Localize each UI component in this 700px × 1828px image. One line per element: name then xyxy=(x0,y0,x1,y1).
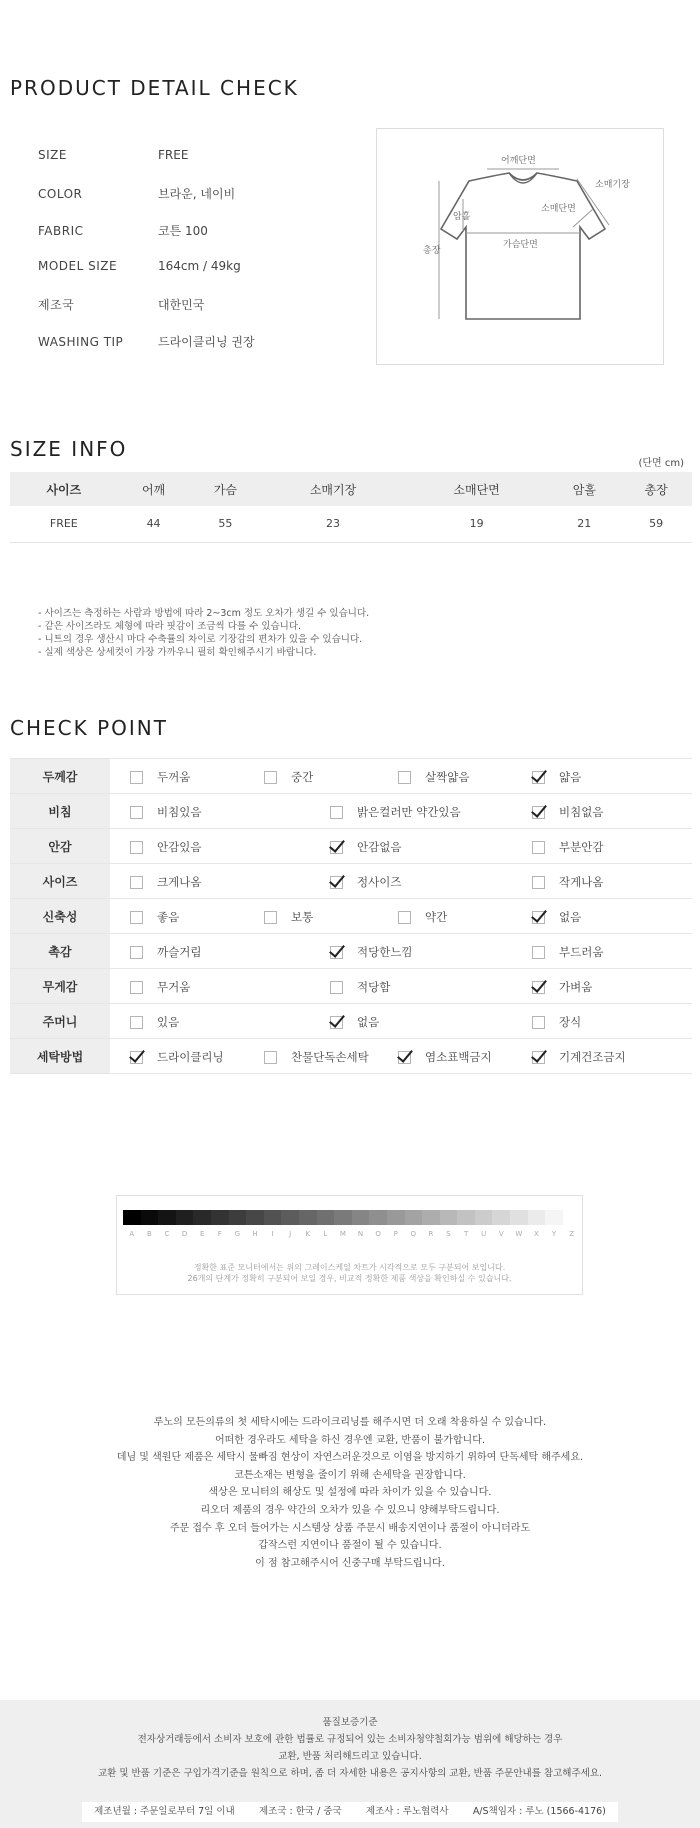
checkbox-label: 작게나옴 xyxy=(559,875,604,889)
checkbox-label: 보통 xyxy=(291,910,314,924)
size-note: - 같은 사이즈라도 체형에 따라 핏감이 조금씩 다를 수 있습니다. xyxy=(38,621,302,632)
detail-value: 코튼 100 xyxy=(158,224,208,238)
checkbox-icon[interactable] xyxy=(130,841,143,854)
checkbox-option[interactable] xyxy=(532,874,603,890)
checkbox-checked-icon[interactable] xyxy=(532,911,545,924)
grayscale-swatch xyxy=(176,1210,194,1225)
grayscale-swatch xyxy=(158,1210,176,1225)
checkbox-option[interactable] xyxy=(264,909,313,925)
checkbox-icon[interactable] xyxy=(532,841,545,854)
grayscale-letter: T xyxy=(463,1230,469,1238)
diagram-label-shoulder: 어깨단면 xyxy=(501,156,536,166)
care-line: 갑작스런 지연이나 품절이 될 수 있습니다. xyxy=(258,1540,442,1552)
checkbox-option[interactable] xyxy=(398,909,447,925)
diagram-label-sleeve-length: 소매기장 xyxy=(595,180,630,190)
checkbox-checked-icon[interactable] xyxy=(398,1051,411,1064)
check-point-options xyxy=(110,969,692,1004)
grayscale-swatch xyxy=(352,1210,370,1225)
checkbox-checked-icon[interactable] xyxy=(532,771,545,784)
checkbox-icon[interactable] xyxy=(264,1051,277,1064)
size-cell: 55 xyxy=(189,506,261,542)
size-header-cell: 총장 xyxy=(620,472,692,506)
grayscale-swatch xyxy=(246,1210,264,1225)
diagram-label-length: 총장 xyxy=(423,246,441,256)
checkbox-option[interactable] xyxy=(330,944,413,960)
check-point-options xyxy=(110,759,692,794)
checkbox-option[interactable] xyxy=(130,979,190,995)
grayscale-swatch xyxy=(387,1210,405,1225)
checkbox-checked-icon[interactable] xyxy=(532,1051,545,1064)
checkbox-option[interactable] xyxy=(330,979,390,995)
checkbox-option[interactable] xyxy=(130,804,201,820)
grayscale-swatch xyxy=(510,1210,528,1225)
checkbox-checked-icon[interactable] xyxy=(330,946,343,959)
grayscale-swatch xyxy=(141,1210,159,1225)
footer-info: A/S책임자 : 루노 (1566-4176) xyxy=(472,1806,606,1817)
table-row xyxy=(10,969,692,1004)
checkbox-option[interactable] xyxy=(130,1014,179,1030)
check-point-options xyxy=(110,1039,692,1074)
checkbox-label: 찬물단독손세탁 xyxy=(291,1050,369,1064)
checkbox-option[interactable] xyxy=(264,769,313,785)
detail-key: COLOR xyxy=(38,187,83,201)
checkbox-label: 얇음 xyxy=(559,770,582,784)
size-notes xyxy=(38,607,369,659)
grayscale-letter: S xyxy=(446,1230,451,1238)
size-cell: 23 xyxy=(261,506,405,542)
table-row xyxy=(10,759,692,794)
grayscale-letter: W xyxy=(515,1230,523,1238)
check-point-options xyxy=(110,1004,692,1039)
detail-key: FABRIC xyxy=(38,224,84,238)
grayscale-swatch xyxy=(334,1210,352,1225)
checkbox-label: 밝은컬러만 약간있음 xyxy=(357,805,461,819)
checkbox-label: 부분안감 xyxy=(559,840,604,854)
grayscale-letter: O xyxy=(375,1230,381,1238)
checkbox-option[interactable] xyxy=(130,944,201,960)
checkbox-icon[interactable] xyxy=(532,1016,545,1029)
checkbox-option[interactable] xyxy=(130,769,190,785)
checkbox-label: 적당함 xyxy=(357,980,391,994)
checkbox-label: 비침있음 xyxy=(157,805,202,819)
grayscale-swatch xyxy=(229,1210,247,1225)
detail-value: 대한민국 xyxy=(158,298,205,312)
checkbox-icon[interactable] xyxy=(130,1016,143,1029)
checkbox-label: 살짝얇음 xyxy=(425,770,470,784)
table-row xyxy=(10,899,692,934)
checkbox-option[interactable] xyxy=(532,769,581,785)
check-point-options xyxy=(110,794,692,829)
grayscale-swatch xyxy=(422,1210,440,1225)
checkbox-icon[interactable] xyxy=(398,771,411,784)
check-point-label: 사이즈 xyxy=(10,864,110,899)
grayscale-swatch xyxy=(281,1210,299,1225)
grayscale-text xyxy=(117,1262,582,1284)
checkbox-option[interactable] xyxy=(130,839,201,855)
checkbox-label: 안감있음 xyxy=(157,840,202,854)
checkbox-icon[interactable] xyxy=(130,806,143,819)
checkbox-label: 장식 xyxy=(559,1015,582,1029)
checkbox-label: 정사이즈 xyxy=(357,875,402,889)
checkbox-label: 두꺼움 xyxy=(157,770,191,784)
size-header-cell: 소매기장 xyxy=(261,472,405,506)
detail-value: 164cm / 49kg xyxy=(158,259,241,273)
grayscale-letter: D xyxy=(181,1230,188,1238)
detail-key: 제조국 xyxy=(38,298,75,312)
checkbox-icon[interactable] xyxy=(330,981,343,994)
check-point-options xyxy=(110,864,692,899)
grayscale-letter: Q xyxy=(410,1230,417,1238)
grayscale-swatch xyxy=(475,1210,493,1225)
checkbox-icon[interactable] xyxy=(130,876,143,889)
checkbox-label: 적당한느낌 xyxy=(357,945,413,959)
checkbox-icon[interactable] xyxy=(264,771,277,784)
detail-value: 드라이클리닝 권장 xyxy=(158,335,255,349)
size-info-title: SIZE INFO xyxy=(10,437,128,461)
footer xyxy=(0,1700,700,1828)
checkbox-icon[interactable] xyxy=(130,946,143,959)
size-header-cell: 어깨 xyxy=(118,472,190,506)
checkbox-label: 까슬거림 xyxy=(157,945,202,959)
care-line: 리오더 제품의 경우 약간의 오차가 있을 수 있으니 양해부탁드립니다. xyxy=(200,1504,500,1516)
care-line: 어떠한 경우라도 세탁을 하신 경우엔 교환, 반품이 불가합니다. xyxy=(214,1434,486,1446)
checkbox-icon[interactable] xyxy=(398,911,411,924)
checkbox-option[interactable] xyxy=(532,1049,626,1065)
checkbox-option[interactable] xyxy=(130,909,179,925)
checkbox-icon[interactable] xyxy=(264,911,277,924)
table-row xyxy=(10,1039,692,1074)
check-point-options xyxy=(110,899,692,934)
size-table-header xyxy=(10,472,692,506)
grayscale-swatch xyxy=(457,1210,475,1225)
detail-value: FREE xyxy=(158,148,189,162)
grayscale-letter: U xyxy=(481,1230,487,1238)
checkbox-icon[interactable] xyxy=(330,806,343,819)
footer-line: 전자상거래등에서 소비자 보호에 관한 법률로 규정되어 있는 소비자청약철회가능 범위에 해당하는 경우 xyxy=(137,1734,563,1745)
check-point-label: 촉감 xyxy=(10,934,110,969)
grayscale-letter: R xyxy=(428,1230,434,1238)
check-point-options xyxy=(110,829,692,864)
size-header-cell: 소매단면 xyxy=(405,472,549,506)
grayscale-letter: V xyxy=(498,1230,504,1238)
grayscale-swatch xyxy=(545,1210,563,1225)
grayscale-letter: Z xyxy=(569,1230,575,1238)
size-cell: 21 xyxy=(548,506,620,542)
checkbox-label: 있음 xyxy=(157,1015,180,1029)
checkbox-label: 좋음 xyxy=(157,910,180,924)
footer-info: 제조국 : 한국 / 중국 xyxy=(258,1806,342,1817)
detail-row-fabric xyxy=(38,222,208,239)
size-table xyxy=(10,472,692,543)
checkbox-checked-icon[interactable] xyxy=(130,1051,143,1064)
grayscale-letters xyxy=(123,1230,580,1238)
grayscale-swatch xyxy=(528,1210,546,1225)
size-cell: 44 xyxy=(118,506,190,542)
grayscale-letter: C xyxy=(164,1230,170,1238)
checkbox-option[interactable] xyxy=(532,944,603,960)
size-cell: 59 xyxy=(620,506,692,542)
checkbox-icon[interactable] xyxy=(532,876,545,889)
checkbox-label: 기계건조금지 xyxy=(559,1050,626,1064)
checkbox-label: 가벼움 xyxy=(559,980,593,994)
grayscale-swatch xyxy=(123,1210,141,1225)
grayscale-letter: L xyxy=(323,1230,328,1238)
size-unit: (단면 cm) xyxy=(638,458,684,469)
grayscale-letter: N xyxy=(357,1230,364,1238)
checkbox-checked-icon[interactable] xyxy=(330,1016,343,1029)
footer-line: 품질보증기준 xyxy=(322,1717,378,1728)
checkbox-option[interactable] xyxy=(330,874,401,890)
size-note: - 실제 색상은 상세컷이 가장 가까우니 필히 확인해주시기 바랍니다. xyxy=(38,647,317,658)
detail-row-color xyxy=(38,185,235,202)
grayscale-swatch xyxy=(299,1210,317,1225)
detail-key: SIZE xyxy=(38,148,67,162)
check-point-label: 신축성 xyxy=(10,899,110,934)
grayscale-letter: P xyxy=(393,1230,398,1238)
grayscale-letter: X xyxy=(534,1230,539,1238)
table-row xyxy=(10,829,692,864)
checkbox-icon[interactable] xyxy=(532,946,545,959)
table-row xyxy=(10,864,692,899)
care-line: 색상은 모니터의 해상도 및 설정에 따라 차이가 있을 수 있습니다. xyxy=(208,1487,492,1499)
checkbox-label: 중간 xyxy=(291,770,314,784)
table-row xyxy=(10,1004,692,1039)
checkbox-checked-icon[interactable] xyxy=(532,806,545,819)
check-point-label: 두께감 xyxy=(10,759,110,794)
grayscale-swatch xyxy=(193,1210,211,1225)
detail-key: MODEL SIZE xyxy=(38,259,118,273)
checkbox-label: 비침없음 xyxy=(559,805,604,819)
checkbox-option[interactable] xyxy=(398,769,469,785)
size-note: - 니트의 경우 생산시 마다 수축률의 차이로 기장감의 편차가 있을 수 있습니다. xyxy=(38,634,363,645)
checkbox-icon[interactable] xyxy=(130,911,143,924)
grayscale-letter: K xyxy=(305,1230,311,1238)
checkbox-option[interactable] xyxy=(532,804,603,820)
checkbox-label: 무거움 xyxy=(157,980,191,994)
size-header-cell: 가슴 xyxy=(189,472,261,506)
grayscale-swatch xyxy=(317,1210,335,1225)
checkbox-option[interactable] xyxy=(532,979,592,995)
check-point-label: 안감 xyxy=(10,829,110,864)
checkbox-label: 크게나옴 xyxy=(157,875,202,889)
checkbox-label: 약간 xyxy=(425,910,448,924)
checkbox-label: 부드러움 xyxy=(559,945,604,959)
detail-row-size xyxy=(38,148,188,162)
size-cell: FREE xyxy=(10,506,118,542)
grayscale-letter: J xyxy=(289,1230,292,1238)
size-header-cell: 사이즈 xyxy=(10,472,118,506)
check-point-label: 세탁방법 xyxy=(10,1039,110,1074)
grayscale-letter: I xyxy=(271,1230,274,1238)
check-point-label: 주머니 xyxy=(10,1004,110,1039)
grayscale-swatch xyxy=(264,1210,282,1225)
grayscale-chart xyxy=(116,1195,583,1295)
table-row xyxy=(10,794,692,829)
footer-line: 교환, 반품 처리해드리고 있습니다. xyxy=(278,1751,422,1762)
checkbox-checked-icon[interactable] xyxy=(330,841,343,854)
diagram-label-sleeve-width: 소매단면 xyxy=(541,204,576,214)
grayscale-swatch xyxy=(211,1210,229,1225)
grayscale-letter: G xyxy=(234,1230,241,1238)
checkbox-label: 없음 xyxy=(357,1015,380,1029)
grayscale-letter: B xyxy=(146,1230,152,1238)
detail-row-washing-tip xyxy=(38,333,255,350)
check-point-label: 비침 xyxy=(10,794,110,829)
care-notice xyxy=(0,1414,700,1572)
footer-line: 교환 및 반품 기준은 구입가격기준을 원칙으로 하며, 좀 더 자세한 내용은 공지사항의 교환, 반품 주문안내를 참고해주세요. xyxy=(97,1768,603,1779)
footer-info: 제조년월 : 주문일로부터 7일 이내 xyxy=(94,1806,235,1817)
checkbox-option[interactable] xyxy=(130,1049,224,1065)
grayscale-swatch xyxy=(440,1210,458,1225)
detail-value: 브라운, 네이비 xyxy=(158,187,236,201)
detail-key: WASHING TIP xyxy=(38,335,124,349)
checkbox-option[interactable] xyxy=(330,839,401,855)
table-row xyxy=(10,506,692,542)
checkbox-label: 염소표백금지 xyxy=(425,1050,492,1064)
care-line: 이 점 참고해주시어 신중구매 부탁드립니다. xyxy=(255,1557,445,1569)
grayscale-swatch xyxy=(405,1210,423,1225)
grayscale-letter: H xyxy=(252,1230,258,1238)
checkbox-option[interactable] xyxy=(330,804,461,820)
care-line: 코튼소재는 변형을 줄이기 위해 손세탁을 권장합니다. xyxy=(234,1469,466,1481)
checkbox-option[interactable] xyxy=(532,839,603,855)
check-point-title: CHECK POINT xyxy=(10,716,168,740)
checkbox-option[interactable] xyxy=(398,1049,492,1065)
grayscale-swatch xyxy=(563,1210,581,1225)
care-line: 루노의 모든의류의 첫 세탁시에는 드라이크리닝를 해주시면 더 오래 착용하실 수 있습니다. xyxy=(153,1417,547,1428)
footer-info: 제조사 : 루노협력사 xyxy=(365,1806,449,1817)
diagram-label-armhole: 암홀 xyxy=(453,212,471,222)
care-line: 데님 및 색원단 제품은 세탁시 물빠짐 현상이 자연스러운것으로 이염을 방지하기 위하여 단독세탁 해주세요. xyxy=(116,1452,584,1464)
size-header-cell: 암홀 xyxy=(548,472,620,506)
checkbox-option[interactable] xyxy=(532,909,581,925)
checkbox-label: 없음 xyxy=(559,910,582,924)
size-cell: 19 xyxy=(405,506,549,542)
grayscale-letter: E xyxy=(199,1230,205,1238)
detail-row-origin xyxy=(38,296,204,313)
grayscale-letter: M xyxy=(339,1230,346,1238)
checkbox-label: 드라이클리닝 xyxy=(157,1050,224,1064)
grayscale-strip xyxy=(123,1210,580,1225)
size-note: - 사이즈는 측정하는 사람과 방법에 따라 2~3cm 정도 오차가 생길 수 있습니다. xyxy=(38,608,370,619)
checkbox-option[interactable] xyxy=(330,1014,379,1030)
care-line: 주문 접수 후 오더 들어가는 시스템상 상품 주문시 배송지연이나 품절이 아니더라도 xyxy=(169,1522,531,1534)
grayscale-letter: A xyxy=(129,1230,135,1238)
diagram-label-chest: 가슴단면 xyxy=(503,240,538,250)
grayscale-swatch xyxy=(492,1210,510,1225)
checkbox-icon[interactable] xyxy=(130,771,143,784)
grayscale-line: 26개의 단계가 정확히 구분되어 보일 경우, 비교적 정확한 제품 색상을 확인하실 수 있습니다. xyxy=(187,1274,512,1283)
check-point-options xyxy=(110,934,692,969)
detail-title: PRODUCT DETAIL CHECK xyxy=(10,76,299,100)
checkbox-option[interactable] xyxy=(264,1049,369,1065)
check-point-label: 무게감 xyxy=(10,969,110,1004)
table-row xyxy=(10,934,692,969)
checkbox-option[interactable] xyxy=(130,874,201,890)
grayscale-line: 정확한 표준 모니터에서는 위의 그레이스케일 차트가 시각적으로 모두 구분되어 보입니다. xyxy=(193,1263,506,1272)
checkbox-checked-icon[interactable] xyxy=(330,876,343,889)
grayscale-letter: F xyxy=(217,1230,222,1238)
detail-row-model-size xyxy=(38,259,241,273)
checkbox-icon[interactable] xyxy=(130,981,143,994)
checkbox-checked-icon[interactable] xyxy=(532,981,545,994)
grayscale-swatch xyxy=(369,1210,387,1225)
footer-info-bar xyxy=(82,1802,618,1822)
check-point-table xyxy=(10,758,692,1074)
checkbox-option[interactable] xyxy=(532,1014,581,1030)
grayscale-letter: Y xyxy=(551,1230,557,1238)
checkbox-label: 안감없음 xyxy=(357,840,402,854)
tshirt-diagram xyxy=(376,128,664,365)
